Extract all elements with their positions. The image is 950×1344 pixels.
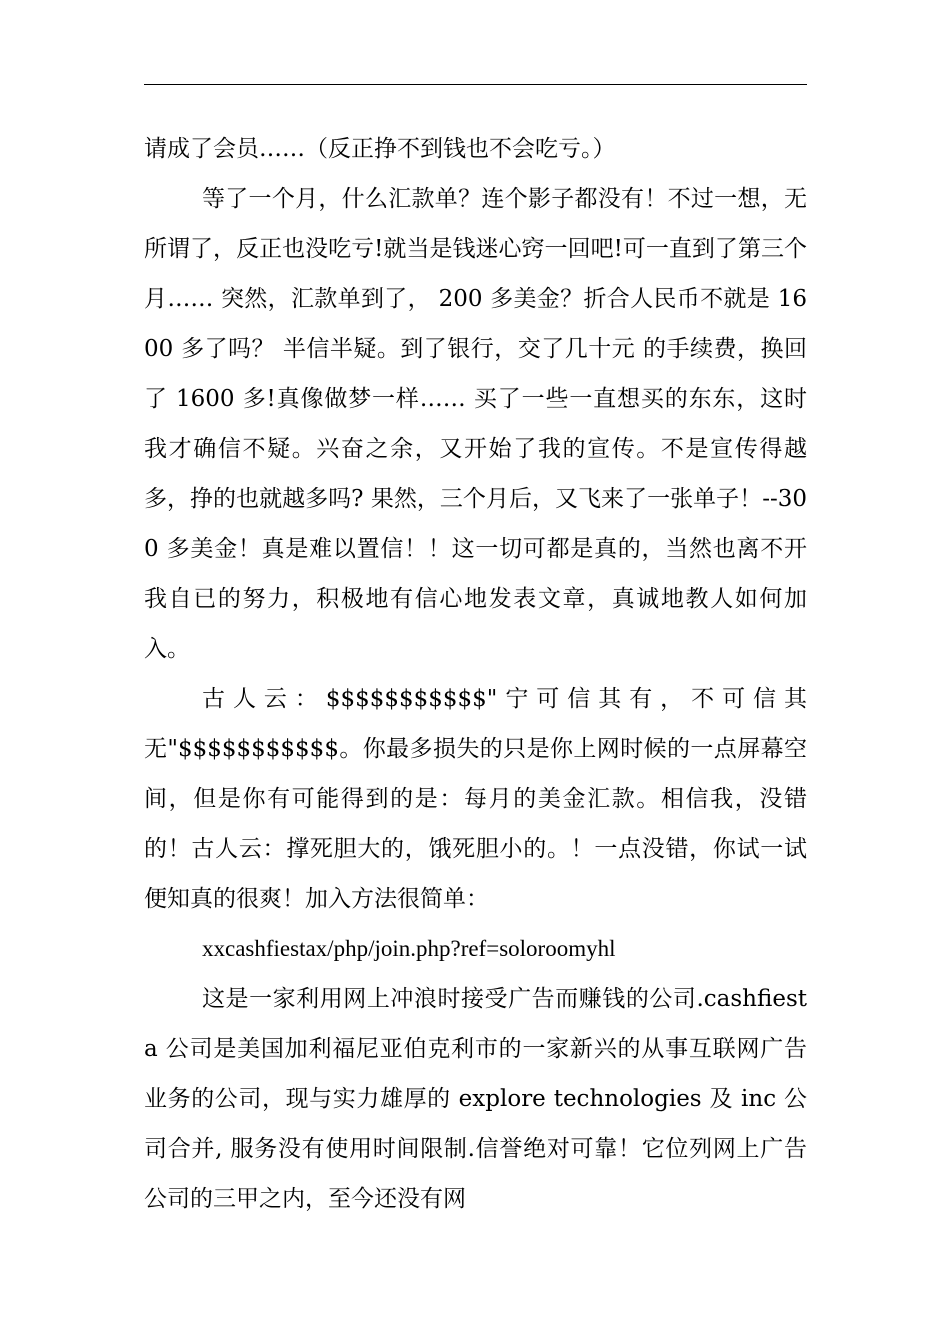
document-body (144, 124, 807, 1224)
paragraph-membership: 请成了会员……（反正挣不到钱也不会吃亏。） (144, 136, 616, 162)
paragraph-remittance-story: 等了一个月，什么汇款单？连个影子都没有！不过一想，无所谓了，反正也没吃亏!就当是钱迷心窍一回吧!可一直到了第三个月…… 突然，汇款单到了， 200 多美金？折合人民币不就是 1600 多了吗？ 半信半疑。到了银行，交了几十元 的手续费，换回了 1600 多!真像做梦一样…… 买了一些一直想买的东东，这时我才确信不疑。兴奋之余，又开始了我的宣传。不是宣传得越多，挣的也就越多吗? 果然，三个月后，又飞来了一张单子！--300 多美金！真是难以置信！！这一切可都是真的，当然也离不开我自已的努力，积极地有信心地发表文章，真诚地教人如何加入。 (144, 186, 807, 662)
paragraph-ancient-saying: 古人云：$$$$$$$$$$$"宁可信其有，不可信其无"$$$$$$$$$$$。你最多损失的只是你上网时候的一点屏幕空间，但是你有可能得到的是：每月的美金汇款。相信我，没错的！古人云：撑死胆大的，饿死胆小的。！一点没错，你试一试便知真的很爽！加入方法很简单： (144, 686, 807, 912)
paragraph-company-intro: 这是一家利用网上冲浪时接受广告而赚钱的公司.cashfiesta 公司是美国加利福尼亚伯克利市的一家新兴的从事互联网广告业务的公司，现与实力雄厚的 explore technologies 及 inc 公司合并, 服务没有使用时间限制.信誉绝对可靠！它位列网上广告公司的三甲之内，至今还没有网 (144, 986, 807, 1212)
join-url-text: xxcashfiestax/php/join.php?ref=soloroomyhl (202, 936, 616, 961)
header-rule (144, 84, 807, 85)
